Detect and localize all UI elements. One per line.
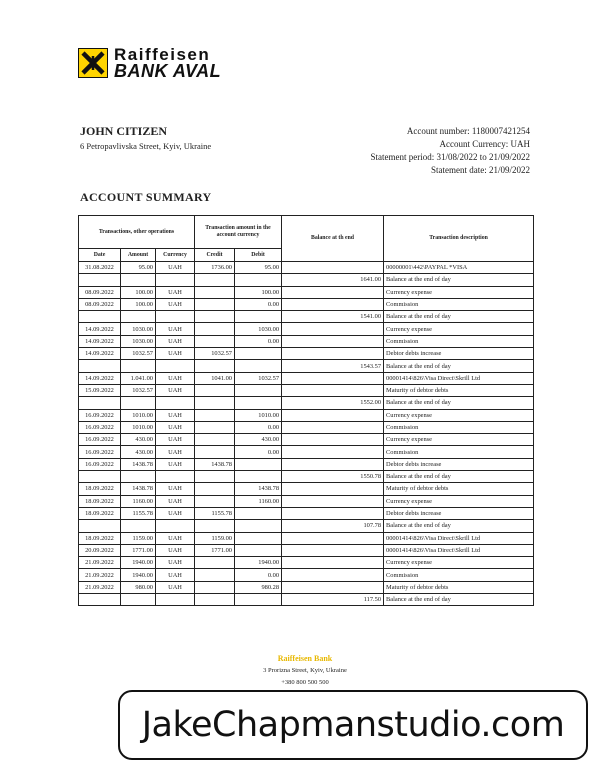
- cell-balance: [282, 298, 384, 310]
- cell-amount: 100.00: [121, 298, 156, 310]
- table-row: [79, 594, 534, 606]
- cell-amount: 1030.00: [121, 323, 156, 335]
- cell-debit: 0.00: [235, 421, 282, 433]
- cell-debit: 1438.78: [235, 483, 282, 495]
- cell-debit: [235, 348, 282, 360]
- cell-desc: Balance at the end of day: [384, 397, 534, 409]
- cell-currency: UAH: [156, 384, 195, 396]
- cell-date: [79, 360, 121, 372]
- table-row: [79, 274, 534, 286]
- cell-desc: Balance at the end of day: [384, 520, 534, 532]
- statement-period: Statement period: 31/08/2022 to 21/09/2022: [370, 152, 530, 162]
- cell-currency: UAH: [156, 544, 195, 556]
- cell-desc: Currency expense: [384, 434, 534, 446]
- cell-amount: 1940.00: [121, 557, 156, 569]
- table-row: [79, 471, 534, 483]
- cell-balance: [282, 421, 384, 433]
- cell-currency: UAH: [156, 507, 195, 519]
- table-row: [79, 335, 534, 347]
- cell-date: [79, 520, 121, 532]
- footer: [0, 653, 610, 689]
- watermark-text: JakeChapmanstudio.com: [141, 705, 565, 745]
- cell-date: 18.09.2022: [79, 483, 121, 495]
- cell-balance: 1550.78: [282, 471, 384, 483]
- cell-desc: Maturity of debtor debts: [384, 384, 534, 396]
- header-amount-in-currency: Transaction amount in the account currency: [195, 216, 282, 249]
- cell-amount: [121, 274, 156, 286]
- cell-desc: Commission: [384, 298, 534, 310]
- cell-balance: 1552.00: [282, 397, 384, 409]
- cell-debit: [235, 397, 282, 409]
- cell-currency: UAH: [156, 446, 195, 458]
- cell-credit: [195, 409, 235, 421]
- cell-amount: 1771.00: [121, 544, 156, 556]
- cell-currency: [156, 520, 195, 532]
- account-holder: [80, 124, 211, 151]
- cell-currency: [156, 274, 195, 286]
- cell-currency: UAH: [156, 409, 195, 421]
- cell-amount: 100.00: [121, 286, 156, 298]
- cell-credit: [195, 594, 235, 606]
- cell-balance: 1641.00: [282, 274, 384, 286]
- cell-amount: 1159.00: [121, 532, 156, 544]
- header-balance: Balance at th end: [282, 216, 384, 262]
- cell-debit: 1940.00: [235, 557, 282, 569]
- cell-currency: UAH: [156, 483, 195, 495]
- cell-date: 18.09.2022: [79, 532, 121, 544]
- cell-balance: [282, 569, 384, 581]
- cell-credit: 1736.00: [195, 262, 235, 274]
- table-row: [79, 384, 534, 396]
- table-row: [79, 360, 534, 372]
- table-row: [79, 298, 534, 310]
- cell-balance: 1541.00: [282, 311, 384, 323]
- cell-date: 16.09.2022: [79, 421, 121, 433]
- cell-balance: [282, 581, 384, 593]
- cell-credit: [195, 434, 235, 446]
- cell-date: 20.09.2022: [79, 544, 121, 556]
- cell-debit: 95.00: [235, 262, 282, 274]
- cell-credit: [195, 397, 235, 409]
- cell-debit: 1030.00: [235, 323, 282, 335]
- table-row: [79, 557, 534, 569]
- cell-credit: [195, 557, 235, 569]
- cell-date: 08.09.2022: [79, 298, 121, 310]
- cell-debit: 0.00: [235, 446, 282, 458]
- cell-debit: [235, 384, 282, 396]
- cell-desc: Currency expense: [384, 286, 534, 298]
- bank-logo: [78, 47, 221, 79]
- cell-date: 15.09.2022: [79, 384, 121, 396]
- cell-currency: UAH: [156, 323, 195, 335]
- statement-date: Statement date: 21/09/2022: [431, 165, 530, 175]
- cell-currency: UAH: [156, 262, 195, 274]
- cell-amount: [121, 594, 156, 606]
- cell-desc: Maturity of debtor debts: [384, 483, 534, 495]
- cell-debit: 1160.00: [235, 495, 282, 507]
- cell-desc: Commission: [384, 421, 534, 433]
- transactions-body: [79, 262, 534, 606]
- footer-address: 3 Prorizna Street, Kyiv, Ukraine: [263, 667, 347, 674]
- cell-amount: 1032.57: [121, 348, 156, 360]
- cell-date: 18.09.2022: [79, 495, 121, 507]
- cell-credit: [195, 311, 235, 323]
- cell-amount: 1438.78: [121, 483, 156, 495]
- cell-date: 16.09.2022: [79, 409, 121, 421]
- cell-debit: [235, 594, 282, 606]
- cell-balance: [282, 262, 384, 274]
- cell-amount: [121, 471, 156, 483]
- cell-balance: [282, 348, 384, 360]
- cell-currency: UAH: [156, 581, 195, 593]
- cell-amount: [121, 360, 156, 372]
- table-row: [79, 446, 534, 458]
- cell-balance: [282, 557, 384, 569]
- cell-currency: UAH: [156, 434, 195, 446]
- cell-currency: UAH: [156, 372, 195, 384]
- cell-desc: 00001414\826\Visa Direct\Skrill Ltd: [384, 532, 534, 544]
- cell-currency: UAH: [156, 557, 195, 569]
- cell-desc: Currency expense: [384, 409, 534, 421]
- table-row: [79, 286, 534, 298]
- cell-balance: [282, 458, 384, 470]
- cell-amount: 95.00: [121, 262, 156, 274]
- cell-currency: UAH: [156, 348, 195, 360]
- footer-phone: +380 800 500 500: [281, 679, 329, 686]
- cell-currency: [156, 311, 195, 323]
- cell-date: [79, 471, 121, 483]
- cell-amount: 430.00: [121, 446, 156, 458]
- table-row: [79, 507, 534, 519]
- transactions-table: [78, 215, 534, 606]
- cell-credit: [195, 335, 235, 347]
- cell-currency: UAH: [156, 458, 195, 470]
- cell-desc: Commission: [384, 335, 534, 347]
- account-currency: Account Currency: UAH: [439, 139, 530, 149]
- cell-desc: Balance at the end of day: [384, 471, 534, 483]
- cell-balance: [282, 483, 384, 495]
- table-row: [79, 421, 534, 433]
- holder-name: JOHN CITIZEN: [80, 124, 168, 138]
- watermark-banner: [118, 690, 588, 760]
- cell-credit: [195, 421, 235, 433]
- cell-credit: 1771.00: [195, 544, 235, 556]
- cell-debit: 980.28: [235, 581, 282, 593]
- cell-desc: 00000001\442\PAYPAL *VISA: [384, 262, 534, 274]
- cell-debit: [235, 360, 282, 372]
- cell-debit: [235, 532, 282, 544]
- cell-amount: 1010.00: [121, 409, 156, 421]
- table-row: [79, 372, 534, 384]
- cell-credit: [195, 581, 235, 593]
- cell-balance: [282, 286, 384, 298]
- cell-currency: [156, 594, 195, 606]
- cell-amount: [121, 520, 156, 532]
- cell-balance: [282, 372, 384, 384]
- cell-debit: 0.00: [235, 335, 282, 347]
- cell-date: 21.09.2022: [79, 569, 121, 581]
- header-transactions: Transactions, other operations: [79, 216, 195, 249]
- table-row: [79, 348, 534, 360]
- table-row: [79, 262, 534, 274]
- cell-currency: UAH: [156, 421, 195, 433]
- cell-desc: Balance at the end of day: [384, 274, 534, 286]
- cell-date: 16.09.2022: [79, 446, 121, 458]
- cell-desc: 00001414\826\Visa Direct\Skrill Ltd: [384, 544, 534, 556]
- table-row: [79, 409, 534, 421]
- cell-debit: 0.00: [235, 298, 282, 310]
- cell-debit: 430.00: [235, 434, 282, 446]
- table-row: [79, 323, 534, 335]
- table-row: [79, 581, 534, 593]
- cell-currency: UAH: [156, 286, 195, 298]
- cell-date: 14.09.2022: [79, 335, 121, 347]
- cell-balance: [282, 434, 384, 446]
- cell-credit: [195, 520, 235, 532]
- raiffeisen-gable-cross-icon: [78, 48, 108, 78]
- header-credit: Credit: [195, 249, 235, 262]
- cell-date: [79, 397, 121, 409]
- cell-amount: 1010.00: [121, 421, 156, 433]
- cell-currency: [156, 360, 195, 372]
- cell-debit: [235, 544, 282, 556]
- cell-date: 16.09.2022: [79, 458, 121, 470]
- cell-debit: [235, 507, 282, 519]
- cell-balance: 107.78: [282, 520, 384, 532]
- cell-currency: UAH: [156, 532, 195, 544]
- logo-line2: BANK AVAL: [114, 61, 222, 81]
- cell-debit: [235, 520, 282, 532]
- table-row: [79, 458, 534, 470]
- cell-amount: 980.00: [121, 581, 156, 593]
- cell-date: [79, 311, 121, 323]
- cell-credit: [195, 323, 235, 335]
- cell-credit: [195, 495, 235, 507]
- table-row: [79, 434, 534, 446]
- cell-desc: Balance at the end of day: [384, 311, 534, 323]
- header-date: Date: [79, 249, 121, 262]
- cell-date: 31.08.2022: [79, 262, 121, 274]
- cell-date: [79, 274, 121, 286]
- cell-credit: [195, 360, 235, 372]
- header-amount: Amount: [121, 249, 156, 262]
- table-row: [79, 532, 534, 544]
- cell-debit: [235, 471, 282, 483]
- table-row: [79, 520, 534, 532]
- cell-amount: 1438.78: [121, 458, 156, 470]
- cell-currency: UAH: [156, 495, 195, 507]
- cell-desc: Commission: [384, 446, 534, 458]
- cell-desc: Currency expense: [384, 557, 534, 569]
- cell-amount: 1030.00: [121, 335, 156, 347]
- cell-balance: 117.50: [282, 594, 384, 606]
- cell-date: 08.09.2022: [79, 286, 121, 298]
- table-row: [79, 483, 534, 495]
- cell-desc: Maturity of debtor debts: [384, 581, 534, 593]
- table-row: [79, 311, 534, 323]
- cell-credit: 1041.00: [195, 372, 235, 384]
- cell-amount: [121, 311, 156, 323]
- cell-credit: [195, 446, 235, 458]
- cell-date: 14.09.2022: [79, 372, 121, 384]
- cell-desc: Balance at the end of day: [384, 594, 534, 606]
- account-number: Account number: 1180007421254: [406, 126, 530, 136]
- cell-balance: [282, 323, 384, 335]
- cell-balance: [282, 409, 384, 421]
- cell-balance: [282, 544, 384, 556]
- cell-amount: 430.00: [121, 434, 156, 446]
- table-row: [79, 544, 534, 556]
- cell-desc: Debtor debts increase: [384, 507, 534, 519]
- cell-amount: 1032.57: [121, 384, 156, 396]
- cell-credit: [195, 298, 235, 310]
- cell-credit: 1155.78: [195, 507, 235, 519]
- cell-date: [79, 594, 121, 606]
- table-row: [79, 569, 534, 581]
- header-currency: Currency: [156, 249, 195, 262]
- table-row: [79, 397, 534, 409]
- cell-currency: UAH: [156, 298, 195, 310]
- cell-date: 18.09.2022: [79, 507, 121, 519]
- cell-debit: 0.00: [235, 569, 282, 581]
- cell-debit: [235, 274, 282, 286]
- cell-amount: 1160.00: [121, 495, 156, 507]
- section-title: ACCOUNT SUMMARY: [80, 190, 212, 204]
- cell-debit: [235, 458, 282, 470]
- cell-debit: 100.00: [235, 286, 282, 298]
- cell-desc: Currency expense: [384, 323, 534, 335]
- cell-balance: [282, 335, 384, 347]
- cell-date: 21.09.2022: [79, 557, 121, 569]
- cell-currency: UAH: [156, 569, 195, 581]
- cell-credit: [195, 569, 235, 581]
- cell-credit: 1438.78: [195, 458, 235, 470]
- cell-debit: 1032.57: [235, 372, 282, 384]
- cell-desc: Commission: [384, 569, 534, 581]
- footer-bank-name: Raiffeisen Bank: [277, 654, 333, 663]
- cell-credit: [195, 471, 235, 483]
- cell-credit: [195, 286, 235, 298]
- logo-line1: Raiffeisen: [114, 45, 211, 64]
- cell-amount: [121, 397, 156, 409]
- header-description: Transaction description: [384, 216, 534, 262]
- cell-credit: [195, 384, 235, 396]
- cell-balance: [282, 507, 384, 519]
- cell-desc: 00001414\826\Visa Direct\Skrill Ltd: [384, 372, 534, 384]
- cell-amount: 1940.00: [121, 569, 156, 581]
- cell-desc: Debtor debts increase: [384, 458, 534, 470]
- cell-balance: [282, 446, 384, 458]
- cell-desc: Currency expense: [384, 495, 534, 507]
- cell-desc: Balance at the end of day: [384, 360, 534, 372]
- cell-balance: 1543.57: [282, 360, 384, 372]
- cell-date: 14.09.2022: [79, 348, 121, 360]
- cell-balance: [282, 384, 384, 396]
- cell-amount: 1155.78: [121, 507, 156, 519]
- cell-credit: [195, 274, 235, 286]
- cell-date: 21.09.2022: [79, 581, 121, 593]
- cell-credit: 1032.57: [195, 348, 235, 360]
- cell-debit: [235, 311, 282, 323]
- cell-credit: 1159.00: [195, 532, 235, 544]
- cell-balance: [282, 495, 384, 507]
- cell-currency: [156, 397, 195, 409]
- cell-balance: [282, 532, 384, 544]
- holder-address: 6 Petropavlivska Street, Kyiv, Ukraine: [80, 141, 212, 151]
- cell-debit: 1010.00: [235, 409, 282, 421]
- table-row: [79, 495, 534, 507]
- cell-date: 16.09.2022: [79, 434, 121, 446]
- cell-desc: Debtor debts increase: [384, 348, 534, 360]
- header-debit: Debit: [235, 249, 282, 262]
- cell-amount: 1.041.00: [121, 372, 156, 384]
- cell-currency: UAH: [156, 335, 195, 347]
- statement-meta: [371, 125, 531, 177]
- cell-date: 14.09.2022: [79, 323, 121, 335]
- cell-currency: [156, 471, 195, 483]
- cell-credit: [195, 483, 235, 495]
